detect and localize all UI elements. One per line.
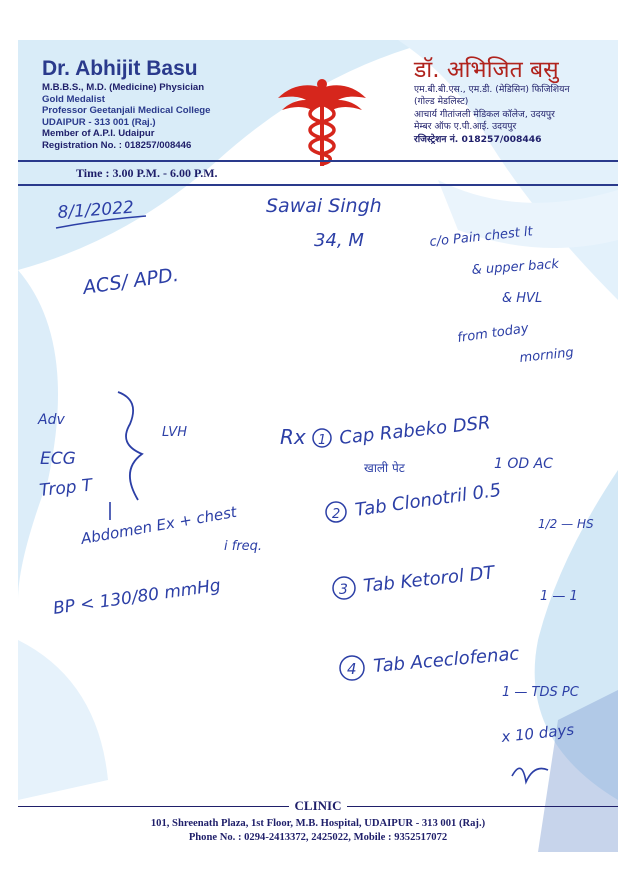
doctor-name-hindi: डॉ. अभिजित बसु <box>414 57 559 83</box>
rx-dose-1: 1 OD AC <box>494 456 553 472</box>
complaint-line-4: from today <box>456 321 530 346</box>
complaint-line-5: morning <box>518 345 575 366</box>
qualification: M.B.B.S., M.D. (Medicine) Physician <box>42 82 205 93</box>
rx-drug-4: Tab Aceclofenac <box>372 643 521 677</box>
advice-label: Adv <box>38 412 65 428</box>
rx-number-1: 1 <box>318 433 327 448</box>
rx-drug-2: Tab Clonotril 0.5 <box>353 479 503 521</box>
registration-line: Registration No. : 018257/008446 <box>42 139 192 151</box>
registration-hindi: रजिस्ट्रेशन नं. 018257/008446 <box>414 133 542 145</box>
rx-drug-3: Tab Ketorol DT <box>362 562 496 597</box>
rx-number-4: 4 <box>347 660 357 678</box>
gold-medalist-hindi: (गोल्ड मेडलिस्ट) <box>414 96 469 108</box>
blood-pressure: BP < 130/80 mmHg <box>51 575 222 619</box>
doctor-name: Dr. Abhijit Basu <box>42 57 198 80</box>
impression: ACS/ APD. <box>81 263 181 299</box>
rx-label: Rx <box>280 425 306 449</box>
clinic-phone: Phone No. : 0294-2413372, 2425022, Mobile : 9352517072 <box>188 832 448 843</box>
rx-number-3: 3 <box>339 582 348 598</box>
date: 8/1/2022 <box>56 197 135 223</box>
advice-trop-t: Trop T <box>38 475 94 501</box>
patient-age-sex: 34, M <box>314 230 364 251</box>
clinic-heading-text: CLINIC <box>289 798 348 813</box>
qualification-hindi: एम.बी.बी.एस., एम.डी. (मेडिसिन) फिजिशियन <box>414 84 570 95</box>
prescription-sheet <box>18 40 618 852</box>
professor-hindi: आचार्य गीतांजली मेडिकल कॉलेज, उदयपुर <box>414 108 555 120</box>
advice-ecg: ECG <box>40 449 76 469</box>
doctor-signature <box>512 768 548 782</box>
advice-lvh: LVH <box>162 425 187 440</box>
rx-dose-2: 1/2 — HS <box>538 517 594 531</box>
rx-note-1: खाली पेट <box>364 461 405 475</box>
handwritten-notes <box>18 40 618 852</box>
clinic-heading <box>18 798 618 814</box>
advice-brace <box>118 392 142 500</box>
advice-freq: i freq. <box>224 539 263 554</box>
member-line: Member of A.P.I. Udaipur <box>42 128 155 139</box>
patient-name: Sawai Singh <box>266 195 382 217</box>
rx-dose-4: 1 — TDS PC <box>502 685 579 700</box>
rx-duration-4: x 10 days <box>500 720 575 746</box>
complaint-line-3: & HVL <box>502 291 543 306</box>
rx-number-2: 2 <box>332 507 341 522</box>
complaint-line-2: & upper back <box>471 256 560 278</box>
city-line: UDAIPUR - 313 001 (Raj.) <box>42 116 156 128</box>
professor-line: Professor Geetanjali Medical College <box>42 105 211 116</box>
member-hindi: मेम्बर ऑफ ए.पी.आई. उदयपुर <box>414 121 517 133</box>
clinic-timing: Time : 3.00 P.M. - 6.00 P.M. <box>76 166 218 180</box>
clinic-address: 101, Shreenath Plaza, 1st Floor, M.B. Hospital, UDAIPUR - 313 001 (Raj.) <box>150 818 486 829</box>
rx-dose-3: 1 — 1 <box>540 589 578 604</box>
advice-abdomen: Abdomen Ex + chest <box>79 502 239 548</box>
rx-drug-1: Cap Rabeko DSR <box>338 412 492 449</box>
complaint-line-1: c/o Pain chest lt <box>428 224 534 250</box>
gold-medalist: Gold Medalist <box>42 93 105 105</box>
